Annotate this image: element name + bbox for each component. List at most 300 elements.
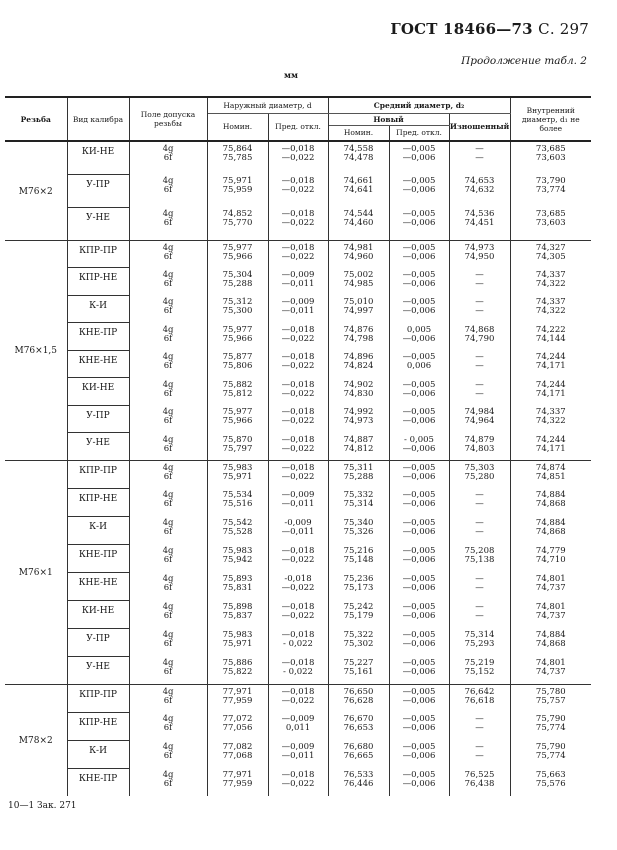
pitch-deviation-6f: —0,006 [402,499,436,509]
tolerance-4g: 4g [162,686,174,697]
table-row [5,295,591,323]
outer-deviation-4g: —0,009 [281,714,315,724]
pitch-deviation-4g: —0,005 [402,379,436,390]
pitch-nominal-6f: 75,302 [343,639,374,649]
pitch-nominal-4g: 74,902 [343,379,374,390]
pitch-deviation-6f: —0,006 [402,779,436,789]
pitch-nominal-4g: 75,340 [343,518,374,528]
outer-deviation-6f: —0,022 [281,443,315,454]
outer-deviation-4g: -0,009 [284,518,312,528]
pitch-nominal-4g: 75,002 [343,269,374,280]
pitch-nominal-6f: 76,446 [343,779,374,789]
gauge-type: КИ-НЕ [67,141,129,174]
worn-diameter-cell [449,768,510,796]
pitch-deviation-cell [389,600,449,628]
worn-diameter-6f: — [475,388,484,399]
inner-diameter-cell [510,350,591,378]
gauge-type: КИ-НЕ [67,378,129,406]
inner-diameter-4g: 73,685 [535,144,566,154]
outer-deviation-6f: —0,022 [281,555,315,565]
outer-nominal-cell [207,516,268,544]
outer-deviation-cell [268,433,328,461]
worn-diameter-4g: — [475,297,484,307]
tolerance-4g: 4g [162,574,174,584]
inner-diameter-cell [510,295,591,323]
worn-diameter-6f: — [475,306,484,316]
pitch-nominal-4g: 74,896 [343,352,374,362]
outer-nominal-cell [207,433,268,461]
outer-deviation-6f: —0,011 [281,278,315,289]
inner-diameter-6f: 74,868 [535,499,566,509]
outer-nominal-4g: 75,977 [222,407,253,417]
tolerance-4g: 4g [162,770,174,780]
inner-diameter-cell [510,628,591,656]
tolerance-4g: 4g [162,324,174,335]
col-gauge: Вид калибра [67,97,129,141]
standard-number: ГОСТ 18466—73 [390,20,533,38]
outer-nominal-6f: 75,797 [222,443,253,454]
inner-diameter-4g: 75,790 [535,742,566,752]
pitch-deviation-4g: —0,005 [402,714,436,724]
pitch-deviation-cell [389,544,449,572]
outer-deviation-cell [268,323,328,351]
pitch-deviation-6f: —0,006 [402,278,436,289]
pitch-nominal-6f: 75,161 [343,667,374,677]
table-row [5,600,591,628]
pitch-nominal-6f: 74,798 [343,333,374,344]
outer-nominal-cell [207,460,268,488]
inner-diameter-cell [510,141,591,174]
worn-diameter-4g: — [475,518,484,528]
worn-diameter-cell [449,684,510,712]
tolerance-cell [129,460,207,488]
pitch-nominal-6f: 74,985 [343,278,374,289]
inner-diameter-cell [510,488,591,516]
pitch-nominal-cell [328,628,389,656]
worn-diameter-4g: — [475,574,484,584]
tolerance-4g: 4g [162,714,174,724]
outer-deviation-4g: -0,018 [284,574,312,584]
pitch-nominal-6f: 75,179 [343,611,374,621]
table-row [5,488,591,516]
tolerance-6f: 6f [163,723,173,733]
tolerance-6f: 6f [163,333,173,344]
outer-nominal-6f: 75,806 [222,361,253,371]
inner-diameter-4g: 75,780 [535,686,566,697]
pitch-deviation-cell [389,684,449,712]
tolerance-cell [129,488,207,516]
inner-diameter-4g: 73,685 [535,209,566,219]
table-row [5,684,591,712]
table-row [5,405,591,433]
outer-nominal-6f: 75,837 [222,611,253,621]
pitch-deviation-6f: —0,006 [402,583,436,593]
gauge-type: К-И [67,295,129,323]
pitch-deviation-6f: —0,006 [402,471,436,482]
tolerance-cell [129,141,207,174]
table-row [5,207,591,240]
outer-deviation-4g: —0,018 [281,630,315,640]
worn-diameter-4g: 74,653 [464,176,495,186]
outer-deviation-4g: —0,018 [281,434,315,445]
tolerance-cell [129,768,207,796]
outer-nominal-4g: 75,971 [222,176,253,186]
tolerance-cell [129,628,207,656]
worn-diameter-4g: 75,219 [464,658,495,668]
tolerance-4g: 4g [162,379,174,390]
pitch-deviation-4g: —0,005 [402,297,436,307]
inner-diameter-4g: 73,790 [535,176,566,186]
gauge-type: К-И [67,516,129,544]
tolerance-4g: 4g [162,630,174,640]
outer-deviation-4g: —0,009 [281,742,315,752]
pitch-nominal-cell [328,656,389,684]
pitch-deviation-4g: —0,005 [402,352,436,362]
gauge-type: КНЕ-НЕ [67,350,129,378]
pitch-deviation-4g: —0,005 [402,686,436,697]
gauge-type: К-И [67,740,129,768]
pitch-nominal-4g: 74,981 [343,242,374,253]
tolerance-cell [129,378,207,406]
gauge-type: У-НЕ [67,433,129,461]
inner-diameter-4g: 74,337 [535,297,566,307]
outer-deviation-4g: —0,009 [281,269,315,280]
outer-deviation-6f: - 0,022 [283,667,313,677]
tolerance-cell [129,544,207,572]
table-row [5,350,591,378]
worn-diameter-6f: — [475,278,484,289]
pitch-deviation-cell [389,768,449,796]
inner-diameter-4g: 74,874 [535,462,566,473]
worn-diameter-cell [449,207,510,240]
inner-diameter-4g: 74,884 [535,630,566,640]
outer-nominal-cell [207,405,268,433]
outer-deviation-cell [268,295,328,323]
inner-diameter-cell [510,516,591,544]
inner-diameter-cell [510,207,591,240]
col-tolerance: Поле допуска резьбы [129,97,207,141]
pitch-deviation-4g: - 0,005 [404,434,434,445]
outer-deviation-4g: —0,018 [281,462,315,473]
worn-diameter-6f: 76,618 [464,695,495,706]
table-row [5,460,591,488]
inner-diameter-6f: 74,851 [535,471,566,482]
tolerance-4g: 4g [162,176,174,186]
pitch-deviation-cell [389,268,449,296]
pitch-nominal-6f: 74,478 [343,153,374,163]
outer-deviation-4g: —0,018 [281,379,315,390]
gauge-type: КНЕ-ПР [67,544,129,572]
pitch-nominal-6f: 74,824 [343,361,374,371]
tolerance-cell [129,516,207,544]
pitch-nominal-cell [328,600,389,628]
tolerance-4g: 4g [162,144,174,154]
outer-deviation-6f: —0,022 [281,388,315,399]
outer-nominal-6f: 75,831 [222,583,253,593]
pitch-deviation-4g: —0,005 [402,490,436,500]
pitch-nominal-cell [328,378,389,406]
pitch-nominal-6f: 74,973 [343,416,374,426]
pitch-nominal-cell [328,295,389,323]
page-header [390,20,589,38]
tolerance-6f: 6f [163,416,173,426]
outer-nominal-4g: 77,971 [222,686,253,697]
inner-diameter-6f: 75,757 [535,695,566,706]
inner-diameter-6f: 75,576 [535,779,566,789]
tolerance-6f: 6f [163,695,173,706]
pitch-nominal-cell [328,572,389,600]
tolerance-4g: 4g [162,518,174,528]
pitch-nominal-cell [328,240,389,268]
pitch-nominal-cell [328,268,389,296]
pitch-deviation-cell [389,323,449,351]
inner-diameter-6f: 74,737 [535,667,566,677]
pitch-deviation-6f: —0,006 [402,695,436,706]
worn-diameter-cell [449,268,510,296]
outer-nominal-4g: 75,983 [222,462,253,473]
outer-nominal-6f: 75,770 [222,218,253,228]
outer-deviation-6f: —0,022 [281,361,315,371]
outer-deviation-cell [268,740,328,768]
outer-nominal-cell [207,295,268,323]
pitch-deviation-cell [389,740,449,768]
inner-diameter-cell [510,433,591,461]
pitch-deviation-6f: —0,006 [402,306,436,316]
inner-diameter-cell [510,684,591,712]
worn-diameter-cell [449,740,510,768]
outer-deviation-4g: —0,018 [281,209,315,219]
worn-diameter-cell [449,405,510,433]
table-row [5,378,591,406]
inner-diameter-6f: 73,774 [535,185,566,195]
pitch-deviation-6f: 0,006 [406,361,432,371]
inner-diameter-cell [510,268,591,296]
pitch-deviation-cell [389,141,449,174]
pitch-nominal-6f: 74,830 [343,388,374,399]
outer-deviation-4g: —0,009 [281,490,315,500]
outer-nominal-4g: 75,886 [222,658,253,668]
outer-deviation-cell [268,268,328,296]
tolerance-6f: 6f [163,471,173,482]
pitch-deviation-6f: —0,006 [402,251,436,262]
pitch-deviation-6f: —0,006 [402,185,436,195]
tolerance-6f: 6f [163,278,173,289]
inner-diameter-4g: 75,663 [535,770,566,780]
worn-diameter-cell [449,656,510,684]
outer-nominal-cell [207,656,268,684]
inner-diameter-4g: 74,337 [535,269,566,280]
outer-deviation-6f: - 0,022 [283,639,313,649]
outer-nominal-6f: 75,300 [222,306,253,316]
outer-deviation-cell [268,768,328,796]
pitch-nominal-cell [328,433,389,461]
tolerance-6f: 6f [163,388,173,399]
outer-deviation-cell [268,488,328,516]
tolerance-4g: 4g [162,407,174,417]
outer-nominal-4g: 75,534 [222,490,253,500]
outer-nominal-6f: 77,959 [222,779,253,789]
pitch-deviation-6f: —0,006 [402,443,436,454]
worn-diameter-cell [449,712,510,740]
pitch-nominal-cell [328,323,389,351]
outer-deviation-6f: 0,011 [285,723,311,733]
outer-deviation-cell [268,684,328,712]
tolerance-6f: 6f [163,251,173,262]
gauge-type: КИ-НЕ [67,600,129,628]
outer-nominal-4g: 75,977 [222,324,253,335]
outer-nominal-cell [207,268,268,296]
inner-diameter-4g: 74,244 [535,379,566,390]
worn-diameter-4g: 75,314 [464,630,495,640]
worn-diameter-cell [449,572,510,600]
worn-diameter-cell [449,141,510,174]
outer-nominal-6f: 77,068 [222,751,253,761]
inner-diameter-4g: 74,801 [535,602,566,612]
pitch-nominal-6f: 76,628 [343,695,374,706]
tolerance-cell [129,268,207,296]
outer-nominal-cell [207,544,268,572]
table-continuation-label: Продолжение табл. 2 [461,55,587,67]
pitch-deviation-cell [389,516,449,544]
tolerance-6f: 6f [163,555,173,565]
pitch-nominal-6f: 76,665 [343,751,374,761]
inner-diameter-6f: 74,144 [535,333,566,344]
pitch-nominal-4g: 76,533 [343,770,374,780]
pitch-deviation-4g: —0,005 [402,574,436,584]
worn-diameter-6f: 75,138 [464,555,495,565]
worn-diameter-cell [449,628,510,656]
tolerance-4g: 4g [162,297,174,307]
pitch-deviation-6f: —0,006 [402,667,436,677]
pitch-nominal-cell [328,740,389,768]
tolerance-4g: 4g [162,242,174,253]
inner-diameter-6f: 75,774 [535,723,566,733]
outer-nominal-cell [207,240,268,268]
outer-deviation-6f: —0,011 [281,499,315,509]
inner-diameter-4g: 74,244 [535,352,566,362]
inner-diameter-cell [510,572,591,600]
pitch-deviation-4g: —0,005 [402,242,436,253]
tolerance-6f: 6f [163,611,173,621]
tolerance-4g: 4g [162,546,174,556]
pitch-nominal-6f: 75,326 [343,527,374,537]
pitch-deviation-cell [389,405,449,433]
pitch-deviation-4g: —0,005 [402,742,436,752]
col-outer-deviation: Пред. откл. [268,113,328,141]
outer-deviation-4g: —0,018 [281,686,315,697]
pitch-deviation-4g: —0,005 [402,518,436,528]
pitch-nominal-4g: 76,670 [343,714,374,724]
worn-diameter-6f: 76,438 [464,779,495,789]
worn-diameter-6f: 74,451 [464,218,495,228]
col-pitch-deviation: Пред. откл. [389,125,449,141]
outer-nominal-6f: 75,942 [222,555,253,565]
col-inner-diameter: Внутренний диаметр, d₁ не более [510,97,591,141]
gauge-type: КПР-НЕ [67,488,129,516]
pitch-nominal-4g: 75,242 [343,602,374,612]
tolerance-6f: 6f [163,499,173,509]
outer-nominal-4g: 75,898 [222,602,253,612]
worn-diameter-4g: 74,879 [464,434,495,445]
outer-deviation-6f: —0,022 [281,611,315,621]
outer-nominal-cell [207,768,268,796]
pitch-nominal-cell [328,460,389,488]
outer-nominal-6f: 75,959 [222,185,253,195]
outer-nominal-4g: 75,877 [222,352,253,362]
outer-deviation-4g: —0,018 [281,176,315,186]
tolerance-6f: 6f [163,639,173,649]
pitch-nominal-4g: 74,876 [343,324,374,335]
outer-nominal-cell [207,712,268,740]
pitch-deviation-4g: 0,005 [406,324,432,335]
worn-diameter-4g: — [475,352,484,362]
gauge-type: У-НЕ [67,207,129,240]
tolerance-4g: 4g [162,352,174,362]
worn-diameter-6f: 75,280 [464,471,495,482]
pitch-deviation-6f: —0,006 [402,218,436,228]
pitch-deviation-cell [389,628,449,656]
outer-nominal-6f: 75,528 [222,527,253,537]
pitch-deviation-4g: —0,005 [402,176,436,186]
outer-nominal-6f: 77,959 [222,695,253,706]
worn-diameter-cell [449,544,510,572]
pitch-nominal-4g: 74,544 [343,209,374,219]
worn-diameter-4g: — [475,379,484,390]
pitch-nominal-6f: 74,641 [343,185,374,195]
inner-diameter-4g: 74,884 [535,490,566,500]
tolerance-6f: 6f [163,218,173,228]
outer-nominal-6f: 75,288 [222,278,253,289]
pitch-nominal-6f: 74,812 [343,443,374,454]
tolerance-6f: 6f [163,185,173,195]
inner-diameter-4g: 74,779 [535,546,566,556]
worn-diameter-6f: — [475,611,484,621]
outer-nominal-cell [207,141,268,174]
outer-nominal-6f: 75,822 [222,667,253,677]
worn-diameter-4g: 74,536 [464,209,495,219]
table-row [5,240,591,268]
inner-diameter-cell [510,600,591,628]
pitch-nominal-cell [328,405,389,433]
inner-diameter-4g: 74,222 [535,324,566,335]
outer-deviation-4g: —0,018 [281,407,315,417]
outer-deviation-cell [268,207,328,240]
inner-diameter-6f: 74,322 [535,416,566,426]
pitch-nominal-4g: 75,332 [343,490,374,500]
outer-nominal-4g: 75,977 [222,242,253,253]
outer-nominal-cell [207,207,268,240]
outer-deviation-4g: —0,018 [281,144,315,154]
table-row [5,174,591,207]
gauge-type: У-НЕ [67,656,129,684]
gauge-type: У-ПР [67,174,129,207]
thread-size: M76×2 [5,141,67,240]
tolerance-4g: 4g [162,462,174,473]
thread-size: M76×1,5 [5,240,67,460]
worn-diameter-cell [449,323,510,351]
tolerance-cell [129,740,207,768]
worn-diameter-6f: — [475,527,484,537]
worn-diameter-6f: — [475,499,484,509]
inner-diameter-cell [510,656,591,684]
pitch-nominal-4g: 75,322 [343,630,374,640]
outer-deviation-cell [268,460,328,488]
tolerance-4g: 4g [162,658,174,668]
pitch-deviation-4g: —0,005 [402,144,436,154]
pitch-nominal-4g: 74,887 [343,434,374,445]
outer-deviation-6f: —0,022 [281,695,315,706]
outer-deviation-cell [268,628,328,656]
